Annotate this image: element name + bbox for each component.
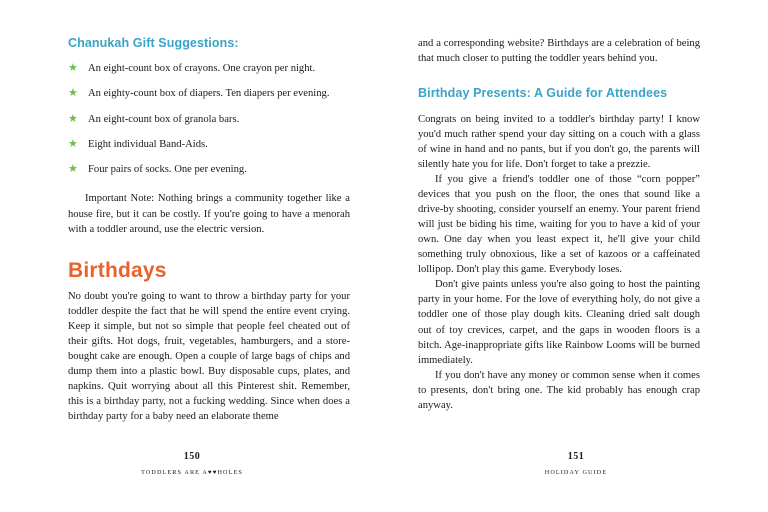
section-heading-chanukah-gift-suggestions: Chanukah Gift Suggestions: xyxy=(68,36,239,50)
birthday-presents-paragraph-4: If you don't have any money or common sense when it comes to presents, don't bring one. The kid probably has enough crap anyway. xyxy=(418,369,700,411)
birthday-presents-paragraph-2: If you give a friend's toddler one of those “corn popper” devices that you push on the floor, the ones that sound like a drive-by shooting, consider yourself an enemy. Your parent friend will just be biding his time, waiting for you to have a kid of your own. One day when you least expect it, he'll give your child something truly obnoxious, like a set of kazoos or a caffeinated lollipop. Don't play this game. Everybody loses. xyxy=(418,174,700,276)
continued-paragraph: and a corresponding website? Birthdays are a celebration of being that much closer to putting the toddler years behind you. xyxy=(418,38,700,65)
right-page-folio xyxy=(384,451,768,476)
star-bullet-icon: ★ xyxy=(68,62,78,74)
list-item xyxy=(68,163,350,177)
birthday-presents-paragraph-3: Don't give paints unless you're also going to host the painting party in your home. For the love of everything holy, do not give a toddler one of those play dough kits. Cleaning dried salt dough out of toy crevices, carpet, and the gaps in wooden floors is a bitch. Age-inappropriate gifts like Rainbow Looms will be burned immediately. xyxy=(418,279,700,366)
list-item xyxy=(68,87,350,101)
list-item-text: Eight individual Band-Aids. xyxy=(88,138,208,150)
list-item-text: An eighty-count box of diapers. Ten diapers per evening. xyxy=(88,88,330,100)
left-page-folio xyxy=(0,451,384,476)
star-bullet-icon: ★ xyxy=(68,112,78,125)
list-item xyxy=(68,62,350,76)
birthdays-body-paragraph: No doubt you're going to want to throw a birthday party for your toddler despite the fact that he will spend the entire event crying. Keep it simple, but not so simple that people feel cheated out of their gifts. Hot dogs, fruit, vegetables, hamburgers, and a store-bought cake are enough. Open a couple of large bags of chips and dump them into a plastic bowl. Buy disposable cups, plates, and napkins. Quit worrying about all this Pinterest shit. Remember, this is a birthday party, not a fucking wedding. Since when does a birthday party for a baby need an elaborate theme xyxy=(68,290,350,422)
left-page-column xyxy=(68,36,350,424)
list-item xyxy=(68,113,350,127)
running-head: HOLIDAY GUIDE xyxy=(544,469,608,476)
list-item-text: Four pairs of socks. One per evening. xyxy=(88,164,247,176)
birthday-presents-paragraph-1: Congrats on being invited to a toddler's birthday party! I know you'd much rather spend your day sitting on a couch with a glass of wine in hand and no pants, but if you don't go, the parents will silently hate you for life. Don't forget to take a prezzie. xyxy=(418,114,700,171)
page-number: 151 xyxy=(567,451,585,462)
important-note-paragraph: Important Note: Nothing brings a community together like a house fire, but it can be costly. If you're going to have a menorah with a toddler around, use the electric version. xyxy=(68,193,350,235)
gift-suggestion-list xyxy=(68,62,350,177)
list-item xyxy=(68,138,350,152)
page-number: 150 xyxy=(183,451,201,462)
chapter-heading-birthdays: Birthdays xyxy=(68,258,167,282)
list-item-text: An eight-count box of granola bars. xyxy=(88,113,240,125)
list-item-text: An eight-count box of crayons. One crayon per night. xyxy=(88,63,316,74)
star-bullet-icon: ★ xyxy=(68,163,78,176)
right-page xyxy=(384,0,768,512)
running-head: TODDLERS ARE A♥♥HOLES xyxy=(141,469,243,476)
star-bullet-icon: ★ xyxy=(68,87,78,100)
right-page-column xyxy=(418,36,700,413)
section-heading-birthday-presents: Birthday Presents: A Guide for Attendees xyxy=(418,86,668,101)
star-bullet-icon: ★ xyxy=(68,137,78,150)
